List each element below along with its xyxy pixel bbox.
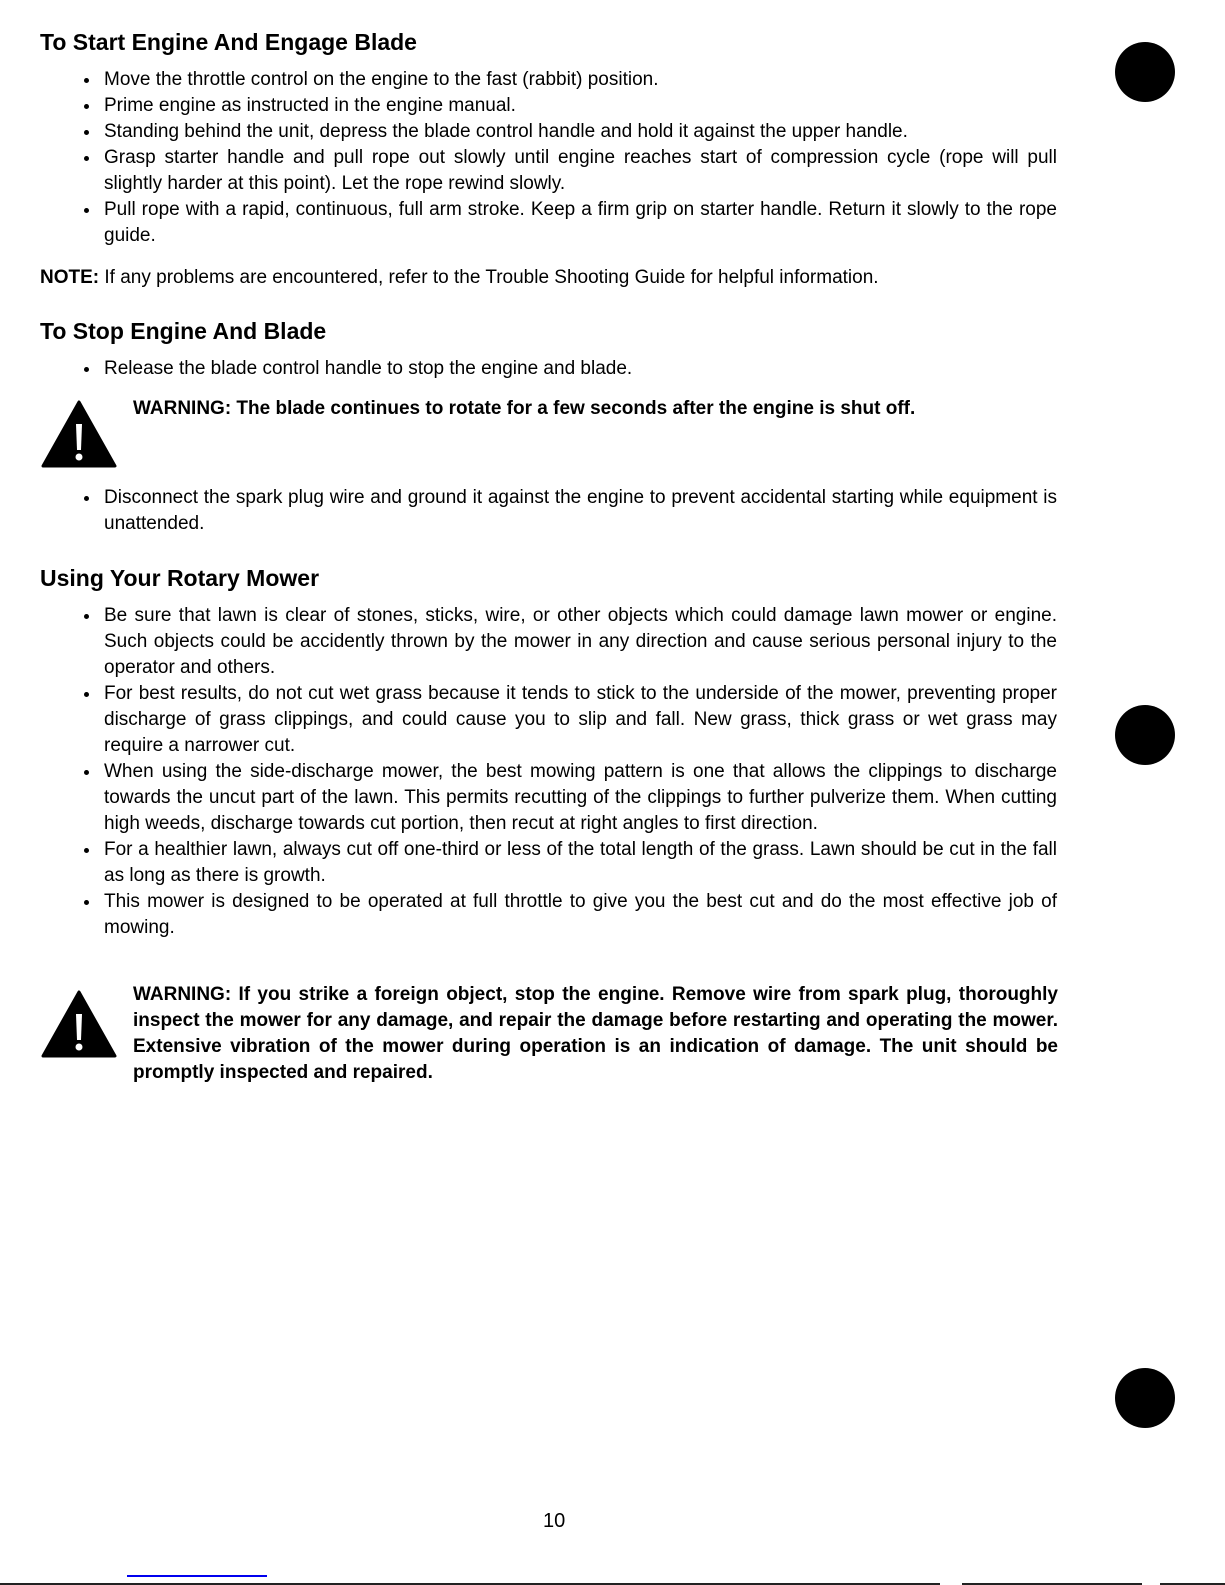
- list-item: Prime engine as instructed in the engine manual.: [82, 93, 1057, 119]
- note: [40, 265, 879, 291]
- punch-hole: [1115, 1368, 1175, 1428]
- list-item: Move the throttle control on the engine to the fast (rabbit) position.: [82, 67, 1057, 93]
- bullet-list: [82, 485, 1057, 537]
- list-item: Grasp starter handle and pull rope out slowly until engine reaches start of compression cycle (rope will pull slightly harder at this point). Let the rope rewind slowly.: [82, 145, 1057, 197]
- list-item: This mower is designed to be operated at full throttle to give you the best cut and do the most effective job of mowing.: [82, 889, 1057, 941]
- list-item: Release the blade control handle to stop the engine and blade.: [82, 356, 1057, 382]
- list-item: For best results, do not cut wet grass because it tends to stick to the underside of the mower, preventing proper discharge of grass clippings, and could cause you to slip and fall. New grass, thick grass or wet grass may require a narrower cut.: [82, 681, 1057, 759]
- section-heading: To Stop Engine And Blade: [40, 318, 327, 344]
- punch-hole: [1115, 42, 1175, 102]
- note-text: If any problems are encountered, refer to the Trouble Shooting Guide for helpful information.: [99, 267, 879, 288]
- warning-triangle-icon: [41, 990, 117, 1058]
- list-item: When using the side-discharge mower, the best mowing pattern is one that allows the clippings to discharge towards the uncut part of the lawn. This permits recutting of the clippings to further pulverize them. When cutting high weeds, discharge towards cut portion, then recut at right angles to first direction.: [82, 759, 1057, 837]
- warning-text: WARNING: If you strike a foreign object, stop the engine. Remove wire from spark plug, thoroughly inspect the mower for any damage, and repair the damage before restarting and operating the mower. Extensive vibration of the mower during operation is an indication of damage. The unit should be promptly inspected and repaired.: [133, 984, 1058, 1083]
- warning-text: WARNING: The blade continues to rotate for a few seconds after the engine is shut off.: [133, 398, 916, 419]
- list-item: Pull rope with a rapid, continuous, full arm stroke. Keep a firm grip on starter handle. Return it slowly to the rope guide.: [82, 197, 1057, 249]
- link-underline: [127, 1575, 267, 1577]
- page-number: 10: [543, 1510, 566, 1532]
- punch-hole: [1115, 705, 1175, 765]
- warning-triangle-icon: [41, 400, 117, 468]
- list-item: Be sure that lawn is clear of stones, sticks, wire, or other objects which could damage lawn mower or engine. Such objects could be accidently thrown by the mower in any direction and cause serious personal injury to the operator and others.: [82, 603, 1057, 681]
- bullet-list: [82, 356, 1057, 382]
- section-heading: To Start Engine And Engage Blade: [40, 29, 417, 55]
- bullet-list: [82, 67, 1057, 249]
- list-item: Standing behind the unit, depress the blade control handle and hold it against the upper handle.: [82, 119, 1057, 145]
- list-item: For a healthier lawn, always cut off one-third or less of the total length of the grass. Lawn should be cut in the fall as long as there is growth.: [82, 837, 1057, 889]
- bullet-list: [82, 603, 1057, 941]
- section-heading: Using Your Rotary Mower: [40, 565, 320, 591]
- list-item: Disconnect the spark plug wire and ground it against the engine to prevent accidental starting while equipment is unattended.: [82, 485, 1057, 537]
- note-label: NOTE:: [40, 267, 100, 288]
